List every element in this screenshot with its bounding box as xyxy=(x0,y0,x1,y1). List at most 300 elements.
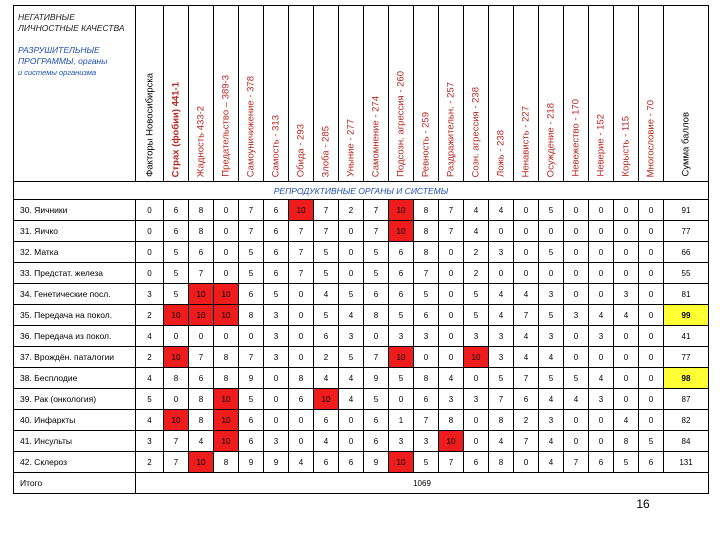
score-cell: 4 xyxy=(136,410,164,431)
score-cell: 10 xyxy=(389,347,414,368)
score-cell: 5 xyxy=(364,242,389,263)
column-header xyxy=(464,6,489,182)
score-cell: 4 xyxy=(314,368,339,389)
score-cell: 5 xyxy=(339,347,364,368)
score-cell: 8 xyxy=(614,431,639,452)
section-row xyxy=(14,182,709,200)
score-cell: 2 xyxy=(464,242,489,263)
score-cell: 0 xyxy=(614,242,639,263)
score-cell: 0 xyxy=(514,242,539,263)
score-cell: 10 xyxy=(464,347,489,368)
score-cell: 3 xyxy=(539,410,564,431)
score-cell: 2 xyxy=(136,347,164,368)
score-cell: 6 xyxy=(239,431,264,452)
corner-cell xyxy=(14,6,136,182)
score-cell: 5 xyxy=(314,263,339,284)
row-label: 40. Инфаркты xyxy=(14,410,136,431)
score-cell: 0 xyxy=(289,410,314,431)
row-label: 36. Передача из покол. xyxy=(14,326,136,347)
score-cell: 0 xyxy=(464,368,489,389)
score-cell: 5 xyxy=(164,242,189,263)
score-cell: 6 xyxy=(414,389,439,410)
score-cell: 8 xyxy=(414,221,439,242)
score-cell: 6 xyxy=(189,368,214,389)
column-header-label: Страх (фобии) 441-1 xyxy=(170,81,182,177)
score-cell: 5 xyxy=(564,368,589,389)
score-cell: 0 xyxy=(164,326,189,347)
column-header xyxy=(289,6,314,182)
score-cell: 4 xyxy=(314,431,339,452)
score-cell: 5 xyxy=(264,284,289,305)
score-cell: 3 xyxy=(264,431,289,452)
score-cell: 8 xyxy=(164,368,189,389)
score-cell: 0 xyxy=(614,200,639,221)
row-sum-cell: 98 xyxy=(664,368,709,389)
score-cell: 0 xyxy=(639,263,664,284)
score-cell: 3 xyxy=(439,389,464,410)
score-cell: 0 xyxy=(514,200,539,221)
row-sum-cell: 84 xyxy=(664,431,709,452)
score-cell: 0 xyxy=(564,347,589,368)
score-cell: 10 xyxy=(389,221,414,242)
column-header xyxy=(589,6,614,182)
row-label: 33. Предстат. железа xyxy=(14,263,136,284)
score-cell: 3 xyxy=(489,326,514,347)
table-row xyxy=(14,347,709,368)
score-cell: 3 xyxy=(464,389,489,410)
score-cell: 3 xyxy=(264,347,289,368)
score-cell: 0 xyxy=(289,347,314,368)
score-cell: 9 xyxy=(364,368,389,389)
row-label: 34. Генетические посл. xyxy=(14,284,136,305)
column-header-label: Факторы Новосибирска xyxy=(144,73,155,177)
score-cell: 0 xyxy=(189,326,214,347)
score-cell: 0 xyxy=(639,368,664,389)
row-sum-cell: 131 xyxy=(664,452,709,473)
score-cell: 4 xyxy=(339,368,364,389)
score-cell: 10 xyxy=(214,431,239,452)
row-sum-cell: 77 xyxy=(664,347,709,368)
score-cell: 10 xyxy=(189,305,214,326)
score-cell: 5 xyxy=(489,368,514,389)
score-cell: 4 xyxy=(539,389,564,410)
score-cell: 0 xyxy=(639,221,664,242)
score-cell: 8 xyxy=(414,368,439,389)
score-cell: 6 xyxy=(289,389,314,410)
score-cell: 0 xyxy=(264,389,289,410)
score-cell: 8 xyxy=(414,242,439,263)
table-row xyxy=(14,389,709,410)
score-cell: 4 xyxy=(489,431,514,452)
score-cell: 0 xyxy=(289,326,314,347)
score-cell: 3 xyxy=(539,284,564,305)
score-cell: 0 xyxy=(264,368,289,389)
total-value: 1069 xyxy=(136,473,709,494)
column-header-label: Ревность - 259 xyxy=(420,111,432,177)
qualities-table xyxy=(13,5,709,494)
score-cell: 0 xyxy=(489,263,514,284)
score-cell: 3 xyxy=(564,305,589,326)
score-cell: 0 xyxy=(589,242,614,263)
score-cell: 0 xyxy=(339,431,364,452)
score-cell: 8 xyxy=(189,410,214,431)
score-cell: 4 xyxy=(514,326,539,347)
column-header-label: Корысть - 115 xyxy=(620,116,632,177)
score-cell: 5 xyxy=(539,368,564,389)
score-cell: 2 xyxy=(514,410,539,431)
score-cell: 2 xyxy=(314,347,339,368)
score-cell: 4 xyxy=(489,200,514,221)
score-cell: 0 xyxy=(589,221,614,242)
score-cell: 6 xyxy=(639,452,664,473)
score-cell: 7 xyxy=(364,347,389,368)
score-cell: 7 xyxy=(239,347,264,368)
column-header xyxy=(614,6,639,182)
score-cell: 0 xyxy=(564,410,589,431)
row-sum-cell: 77 xyxy=(664,221,709,242)
score-cell: 7 xyxy=(439,452,464,473)
column-header-label: Раздражительн. - 257 xyxy=(445,82,457,177)
score-cell: 0 xyxy=(214,221,239,242)
score-cell: 4 xyxy=(439,368,464,389)
score-cell: 6 xyxy=(364,284,389,305)
score-cell: 4 xyxy=(539,347,564,368)
column-header xyxy=(664,6,709,182)
score-cell: 4 xyxy=(189,431,214,452)
score-cell: 5 xyxy=(239,242,264,263)
score-cell: 6 xyxy=(189,242,214,263)
table-row xyxy=(14,242,709,263)
score-cell: 9 xyxy=(239,368,264,389)
column-header-label: Самость - 313 xyxy=(270,114,282,177)
score-cell: 6 xyxy=(389,242,414,263)
score-cell: 10 xyxy=(389,200,414,221)
score-cell: 10 xyxy=(439,431,464,452)
score-cell: 0 xyxy=(639,410,664,431)
score-cell: 0 xyxy=(289,284,314,305)
score-cell: 0 xyxy=(164,389,189,410)
score-cell: 5 xyxy=(389,305,414,326)
score-cell: 6 xyxy=(364,410,389,431)
score-cell: 6 xyxy=(364,431,389,452)
row-label: 38. Бесплодие xyxy=(14,368,136,389)
score-cell: 0 xyxy=(439,326,464,347)
column-header xyxy=(189,6,214,182)
score-cell: 0 xyxy=(639,305,664,326)
total-row xyxy=(14,473,709,494)
score-cell: 5 xyxy=(464,284,489,305)
column-header xyxy=(136,6,164,182)
score-cell: 3 xyxy=(414,326,439,347)
score-cell: 3 xyxy=(589,326,614,347)
column-header xyxy=(314,6,339,182)
score-cell: 5 xyxy=(414,284,439,305)
score-cell: 6 xyxy=(589,452,614,473)
page-number: 16 xyxy=(636,497,650,511)
score-cell: 4 xyxy=(464,221,489,242)
score-cell: 0 xyxy=(539,221,564,242)
score-cell: 4 xyxy=(514,284,539,305)
score-cell: 6 xyxy=(389,284,414,305)
column-header xyxy=(214,6,239,182)
score-cell: 3 xyxy=(489,242,514,263)
section-title: РЕПРОДУКТИВНЫЕ ОРГАНЫ И СИСТЕМЫ xyxy=(14,182,709,200)
column-header-label: Созн. агрессия - 238 xyxy=(470,86,482,177)
score-cell: 0 xyxy=(564,284,589,305)
column-header-label: Жадность 433-2 xyxy=(195,105,207,177)
row-label: 39. Рак (онкология) xyxy=(14,389,136,410)
score-cell: 5 xyxy=(539,242,564,263)
corner-title: НЕГАТИВНЫЕ ЛИЧНОСТНЫЕ КАЧЕСТВА xyxy=(18,12,125,34)
score-cell: 0 xyxy=(439,242,464,263)
score-cell: 3 xyxy=(489,347,514,368)
column-header-label: Уныние - 277 xyxy=(345,119,357,177)
row-sum-cell: 55 xyxy=(664,263,709,284)
total-label: Итого xyxy=(14,473,136,494)
score-cell: 7 xyxy=(314,200,339,221)
score-cell: 6 xyxy=(264,263,289,284)
column-header-label: Подсозн. агрессия - 260 xyxy=(395,71,407,177)
column-header-label: Обида - 293 xyxy=(295,123,307,177)
score-cell: 6 xyxy=(389,263,414,284)
score-cell: 10 xyxy=(389,452,414,473)
score-cell: 2 xyxy=(136,452,164,473)
score-cell: 6 xyxy=(264,221,289,242)
score-cell: 5 xyxy=(164,263,189,284)
score-cell: 0 xyxy=(464,410,489,431)
column-header-label: Ненависть - 227 xyxy=(520,105,532,177)
score-cell: 0 xyxy=(614,326,639,347)
column-header-label: Многословие - 70 xyxy=(645,99,657,177)
score-cell: 0 xyxy=(289,431,314,452)
score-cell: 7 xyxy=(564,452,589,473)
score-cell: 0 xyxy=(339,242,364,263)
row-sum-cell: 91 xyxy=(664,200,709,221)
table-row xyxy=(14,326,709,347)
column-header xyxy=(414,6,439,182)
row-sum-cell: 41 xyxy=(664,326,709,347)
row-label: 31. Яичко xyxy=(14,221,136,242)
score-cell: 0 xyxy=(214,242,239,263)
score-cell: 0 xyxy=(614,389,639,410)
score-cell: 7 xyxy=(414,410,439,431)
score-cell: 0 xyxy=(564,242,589,263)
table-row xyxy=(14,431,709,452)
score-cell: 0 xyxy=(639,326,664,347)
score-cell: 3 xyxy=(539,326,564,347)
score-cell: 10 xyxy=(189,452,214,473)
score-cell: 10 xyxy=(314,389,339,410)
column-header xyxy=(514,6,539,182)
score-cell: 0 xyxy=(614,221,639,242)
score-cell: 0 xyxy=(239,326,264,347)
score-cell: 0 xyxy=(589,263,614,284)
score-cell: 8 xyxy=(489,410,514,431)
score-cell: 5 xyxy=(539,200,564,221)
score-cell: 5 xyxy=(364,263,389,284)
score-cell: 8 xyxy=(289,368,314,389)
score-cell: 1 xyxy=(389,410,414,431)
column-header xyxy=(539,6,564,182)
row-sum-cell: 82 xyxy=(664,410,709,431)
score-cell: 3 xyxy=(389,326,414,347)
column-header xyxy=(339,6,364,182)
score-cell: 5 xyxy=(164,284,189,305)
score-cell: 0 xyxy=(136,200,164,221)
score-cell: 3 xyxy=(414,431,439,452)
score-cell: 0 xyxy=(639,242,664,263)
score-cell: 4 xyxy=(464,200,489,221)
score-cell: 0 xyxy=(489,221,514,242)
score-cell: 8 xyxy=(439,410,464,431)
score-cell: 0 xyxy=(339,221,364,242)
score-cell: 0 xyxy=(464,431,489,452)
score-cell: 0 xyxy=(589,410,614,431)
score-cell: 0 xyxy=(589,284,614,305)
score-cell: 8 xyxy=(239,305,264,326)
column-header-label: Сумма баллов xyxy=(680,112,692,177)
score-cell: 0 xyxy=(414,347,439,368)
score-cell: 4 xyxy=(589,305,614,326)
score-cell: 0 xyxy=(136,263,164,284)
score-cell: 6 xyxy=(339,452,364,473)
corner-subtitle: РАЗРУШИТЕЛЬНЫЕ ПРОГРАММЫ, органы xyxy=(18,44,108,67)
score-cell: 0 xyxy=(639,347,664,368)
header-row xyxy=(14,6,709,182)
column-header xyxy=(264,6,289,182)
row-sum-cell: 81 xyxy=(664,284,709,305)
column-header xyxy=(164,6,189,182)
score-cell: 0 xyxy=(514,452,539,473)
table-row xyxy=(14,284,709,305)
table-container xyxy=(13,5,705,494)
score-cell: 6 xyxy=(239,284,264,305)
score-cell: 6 xyxy=(414,305,439,326)
table-row xyxy=(14,368,709,389)
column-header-label: Ложь - 238 xyxy=(495,129,507,177)
row-label: 32. Матка xyxy=(14,242,136,263)
table-row xyxy=(14,410,709,431)
row-label: 35. Передача на покол. xyxy=(14,305,136,326)
score-cell: 10 xyxy=(214,389,239,410)
score-cell: 7 xyxy=(514,431,539,452)
score-cell: 5 xyxy=(239,389,264,410)
score-cell: 10 xyxy=(214,284,239,305)
score-cell: 5 xyxy=(389,368,414,389)
score-cell: 3 xyxy=(464,326,489,347)
score-cell: 5 xyxy=(614,452,639,473)
score-cell: 10 xyxy=(214,305,239,326)
row-label: 41. Инсульты xyxy=(14,431,136,452)
score-cell: 0 xyxy=(439,347,464,368)
row-sum-cell: 66 xyxy=(664,242,709,263)
row-label: 37. Врождён. паталогии xyxy=(14,347,136,368)
column-header-label: Самомнение - 274 xyxy=(370,95,382,177)
score-cell: 3 xyxy=(389,431,414,452)
score-cell: 10 xyxy=(289,200,314,221)
column-header-label: Злоба - 285 xyxy=(320,125,332,177)
score-cell: 7 xyxy=(289,242,314,263)
score-cell: 7 xyxy=(489,389,514,410)
score-cell: 4 xyxy=(289,452,314,473)
score-cell: 7 xyxy=(289,221,314,242)
score-cell: 4 xyxy=(514,347,539,368)
score-cell: 7 xyxy=(514,305,539,326)
score-cell: 7 xyxy=(364,200,389,221)
table-row xyxy=(14,452,709,473)
score-cell: 5 xyxy=(464,305,489,326)
column-header-label: Осуждение - 218 xyxy=(545,102,557,177)
score-cell: 4 xyxy=(564,389,589,410)
row-label: 42. Склероз xyxy=(14,452,136,473)
score-cell: 8 xyxy=(189,389,214,410)
row-label: 30. Яичники xyxy=(14,200,136,221)
column-header xyxy=(239,6,264,182)
score-cell: 0 xyxy=(364,326,389,347)
score-cell: 2 xyxy=(464,263,489,284)
score-cell: 7 xyxy=(364,221,389,242)
score-cell: 0 xyxy=(439,263,464,284)
score-cell: 8 xyxy=(214,452,239,473)
score-cell: 0 xyxy=(136,242,164,263)
table-row xyxy=(14,200,709,221)
score-cell: 0 xyxy=(564,200,589,221)
score-cell: 3 xyxy=(339,326,364,347)
score-cell: 0 xyxy=(389,389,414,410)
score-cell: 3 xyxy=(136,431,164,452)
score-cell: 6 xyxy=(514,389,539,410)
score-cell: 5 xyxy=(339,284,364,305)
score-cell: 7 xyxy=(164,452,189,473)
column-header xyxy=(364,6,389,182)
score-cell: 6 xyxy=(264,242,289,263)
score-cell: 0 xyxy=(264,410,289,431)
score-cell: 7 xyxy=(239,221,264,242)
score-cell: 0 xyxy=(214,200,239,221)
score-cell: 4 xyxy=(339,305,364,326)
column-header-label: Предательство – 389-3 xyxy=(220,75,232,177)
score-cell: 7 xyxy=(514,368,539,389)
score-cell: 0 xyxy=(564,431,589,452)
score-cell: 5 xyxy=(314,242,339,263)
row-sum-cell: 99 xyxy=(664,305,709,326)
column-header xyxy=(439,6,464,182)
score-cell: 5 xyxy=(136,389,164,410)
score-cell: 10 xyxy=(164,305,189,326)
score-cell: 7 xyxy=(239,200,264,221)
score-cell: 0 xyxy=(539,263,564,284)
score-cell: 8 xyxy=(489,452,514,473)
score-cell: 2 xyxy=(136,305,164,326)
score-cell: 10 xyxy=(214,410,239,431)
score-cell: 9 xyxy=(239,452,264,473)
score-cell: 0 xyxy=(514,221,539,242)
column-header xyxy=(389,6,414,182)
score-cell: 0 xyxy=(214,263,239,284)
score-cell: 6 xyxy=(314,410,339,431)
score-cell: 4 xyxy=(614,410,639,431)
score-cell: 10 xyxy=(189,284,214,305)
corner-subtitle-2: и системы организма xyxy=(18,67,97,77)
score-cell: 4 xyxy=(489,284,514,305)
score-cell: 4 xyxy=(539,452,564,473)
score-cell: 7 xyxy=(314,221,339,242)
score-cell: 8 xyxy=(214,368,239,389)
score-cell: 3 xyxy=(589,389,614,410)
score-cell: 0 xyxy=(639,389,664,410)
score-cell: 2 xyxy=(339,200,364,221)
table-row xyxy=(14,305,709,326)
